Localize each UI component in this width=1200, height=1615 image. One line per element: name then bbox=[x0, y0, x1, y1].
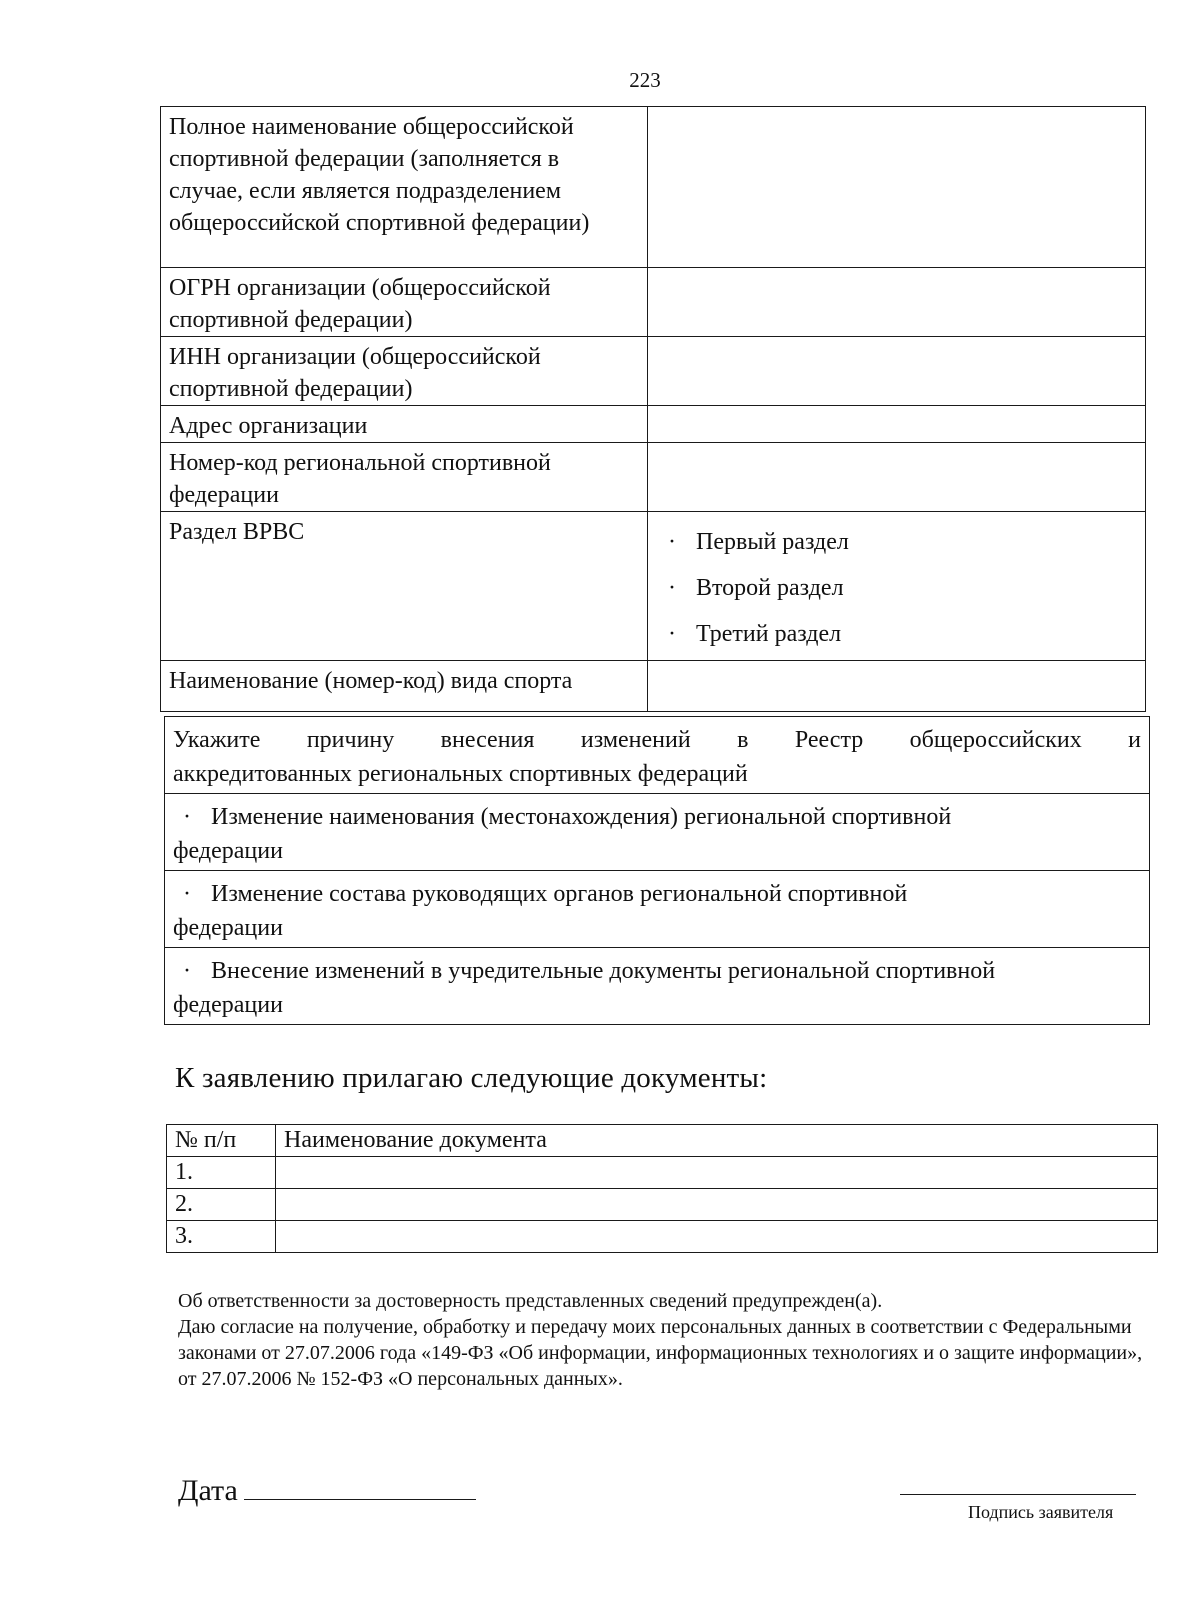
section-option-label: Первый раздел bbox=[696, 529, 849, 555]
personal-data-consent: Даю согласие на получение, обработку и передачу моих персональных данных в соответствии с Федеральными законами от 27.07.2006 года «149-ФЗ «Об информации, информационных технологиях и о защите информации», от 27.07.2006 № 152-ФЗ «О персональных данных». bbox=[178, 1316, 1143, 1390]
row-number: 1. bbox=[167, 1157, 276, 1189]
table-row bbox=[167, 1189, 1158, 1221]
signature-blank-line[interactable] bbox=[900, 1494, 1136, 1495]
reason-option-line1: Внесение изменений в учредительные документы региональной спортивной bbox=[211, 958, 996, 984]
vrvs-section-label: Раздел ВРВС bbox=[161, 512, 648, 661]
reason-option-board-change[interactable] bbox=[165, 871, 1150, 948]
bullet-icon: · bbox=[183, 958, 191, 984]
document-name-cell[interactable] bbox=[276, 1157, 1158, 1189]
column-header-document-name: Наименование документа bbox=[276, 1125, 1158, 1157]
reason-option-text bbox=[173, 877, 1141, 911]
reason-option-text bbox=[173, 800, 1141, 834]
bullet-icon: · bbox=[183, 881, 191, 907]
reason-prompt bbox=[165, 717, 1150, 794]
table-row bbox=[165, 871, 1150, 948]
change-reason-table bbox=[164, 716, 1150, 1025]
table-row bbox=[161, 406, 1146, 443]
reason-option-text bbox=[173, 954, 1141, 988]
section-option-label: Третий раздел bbox=[696, 621, 842, 647]
full-name-value[interactable] bbox=[648, 107, 1146, 268]
section-option-first[interactable] bbox=[668, 522, 1145, 568]
full-name-label: Полное наименование общероссийской спортивной федерации (заполняется в случае, если является подразделением общероссийской спортивной федерации) bbox=[161, 107, 648, 268]
table-header-row bbox=[167, 1125, 1158, 1157]
bullet-icon: · bbox=[183, 804, 191, 830]
organization-info-table bbox=[160, 106, 1146, 712]
section-option-third[interactable] bbox=[668, 614, 1145, 660]
reason-option-line1: Изменение состава руководящих органов региональной спортивной bbox=[211, 881, 908, 907]
address-label: Адрес организации bbox=[161, 406, 648, 443]
reason-option-name-change[interactable] bbox=[165, 794, 1150, 871]
reason-prompt-line2: аккредитованных региональных спортивных федераций bbox=[173, 761, 748, 787]
table-row bbox=[165, 794, 1150, 871]
attachments-table bbox=[166, 1124, 1158, 1253]
table-row bbox=[161, 443, 1146, 512]
inn-value[interactable] bbox=[648, 337, 1146, 406]
reason-option-line2: федерации bbox=[173, 992, 283, 1018]
reason-prompt-line1: Укажите причину внесения изменений в Реестр общероссийских и bbox=[173, 727, 1141, 753]
document-name-cell[interactable] bbox=[276, 1221, 1158, 1253]
row-number: 2. bbox=[167, 1189, 276, 1221]
consent-text bbox=[178, 1288, 1148, 1392]
responsibility-statement: Об ответственности за достоверность представленных сведений предупрежден(а). bbox=[178, 1290, 883, 1312]
federation-code-label: Номер-код региональной спортивной федерации bbox=[161, 443, 648, 512]
bullet-icon: · bbox=[668, 621, 676, 647]
inn-label: ИНН организации (общероссийской спортивной федерации) bbox=[161, 337, 648, 406]
table-row bbox=[167, 1221, 1158, 1253]
ogrn-value[interactable] bbox=[648, 268, 1146, 337]
table-row bbox=[165, 948, 1150, 1025]
column-header-number: № п/п bbox=[167, 1125, 276, 1157]
attachments-heading: К заявлению прилагаю следующие документы: bbox=[175, 1062, 768, 1094]
signature-caption: Подпись заявителя bbox=[968, 1502, 1114, 1522]
sport-code-value[interactable] bbox=[648, 661, 1146, 712]
reason-option-line1: Изменение наименования (местонахождения) региональной спортивной bbox=[211, 804, 952, 830]
date-label: Дата bbox=[178, 1474, 238, 1507]
section-option-second[interactable] bbox=[668, 568, 1145, 614]
document-name-cell[interactable] bbox=[276, 1189, 1158, 1221]
page-number: 223 bbox=[629, 68, 661, 92]
federation-code-value[interactable] bbox=[648, 443, 1146, 512]
table-row bbox=[165, 717, 1150, 794]
table-row bbox=[161, 661, 1146, 712]
table-row bbox=[161, 268, 1146, 337]
vrvs-section-options bbox=[648, 512, 1146, 661]
bullet-icon: · bbox=[668, 575, 676, 601]
row-number: 3. bbox=[167, 1221, 276, 1253]
bullet-icon: · bbox=[668, 529, 676, 555]
ogrn-label: ОГРН организации (общероссийской спортивной федерации) bbox=[161, 268, 648, 337]
address-value[interactable] bbox=[648, 406, 1146, 443]
table-row bbox=[161, 107, 1146, 268]
reason-option-charter-change[interactable] bbox=[165, 948, 1150, 1025]
table-row bbox=[167, 1157, 1158, 1189]
date-blank-line[interactable] bbox=[244, 1475, 476, 1500]
sport-code-label: Наименование (номер-код) вида спорта bbox=[161, 661, 648, 712]
table-row bbox=[161, 512, 1146, 661]
table-row bbox=[161, 337, 1146, 406]
reason-option-line2: федерации bbox=[173, 838, 283, 864]
section-option-list bbox=[648, 512, 1145, 660]
reason-option-line2: федерации bbox=[173, 915, 283, 941]
section-option-label: Второй раздел bbox=[696, 575, 844, 601]
date-field bbox=[178, 1474, 476, 1508]
